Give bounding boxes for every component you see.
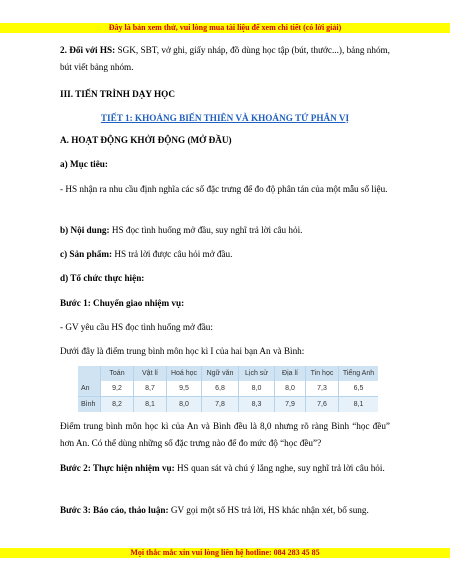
score-table [78, 366, 378, 412]
step2-paragraph [60, 460, 390, 477]
table-header-cell: Vật lí [134, 366, 167, 381]
step2-label: Bước 2: Thực hiện nhiệm vụ: [60, 463, 175, 473]
table-cell: 9,2 [101, 381, 134, 397]
table-header-cell [78, 366, 101, 381]
table-row [78, 381, 378, 397]
table-header-cell: Toán [101, 366, 134, 381]
table-cell: An [78, 381, 101, 397]
step2-text: HS quan sát và chú ý lắng nghe, suy nghĩ trả lời câu hỏi. [174, 463, 385, 473]
students-label: 2. Đối với HS: [60, 45, 116, 55]
students-materials [60, 42, 390, 76]
activity-heading: A. HOẠT ĐỘNG KHỞI ĐỘNG (MỞ ĐẦU) [60, 135, 232, 145]
organize-heading: d) Tổ chức thực hiện: [60, 273, 145, 283]
table-header-cell: Ngữ văn [202, 366, 239, 381]
content-text: HS đọc tình huống mở đầu, suy nghĩ trả lời câu hỏi. [109, 225, 303, 235]
step3-text: GV gọi một số HS trả lời, HS khác nhận xét, bổ sung. [168, 505, 369, 515]
table-cell: 8,0 [239, 381, 275, 397]
table-cell: 6,5 [339, 381, 379, 397]
content-paragraph [60, 222, 390, 239]
product-label: c) Sản phẩm: [60, 249, 113, 259]
table-cell: 7,8 [202, 397, 239, 413]
table-row [78, 397, 378, 413]
table-header-cell: Tiếng Anh [339, 366, 379, 381]
content-label: b) Nội dung: [60, 225, 110, 235]
step1-text: - GV yêu cầu HS đọc tình huống mở đầu: [60, 322, 213, 332]
table-cell: 8,7 [134, 381, 167, 397]
table-cell: 7,9 [275, 397, 306, 413]
preview-banner: Đây là bản xem thử, vui lòng mua tài liệu để xem chi tiết (có lời giải) [0, 23, 450, 33]
step3-paragraph [60, 502, 390, 519]
table-cell: 6,8 [202, 381, 239, 397]
lesson-title: TIẾT 1: KHOẢNG BIẾN THIÊN VÀ KHOẢNG TỨ PHÂN VỊ [100, 113, 350, 123]
table-header-cell: Địa lí [275, 366, 306, 381]
table-cell: 8,1 [339, 397, 379, 413]
table-cell: 7,3 [306, 381, 339, 397]
table-header-cell: Tin học [306, 366, 339, 381]
students-text: SGK, SBT, vở ghi, giấy nháp, đồ dùng học tập (bút, thước...), bảng nhóm, bút viết bảng nhóm. [60, 45, 390, 72]
table-cell: 8,3 [239, 397, 275, 413]
step1-heading: Bước 1: Chuyển giao nhiệm vụ: [60, 298, 185, 308]
table-cell: 8,1 [134, 397, 167, 413]
table-cell: 8,0 [167, 397, 202, 413]
goal-text: - HS nhận ra nhu cầu định nghĩa các số đặc trưng để đo độ phân tán của một mẫu số liệu. [60, 184, 388, 194]
table-cell: Bình [78, 397, 101, 413]
product-paragraph [60, 246, 390, 263]
section-heading: III. TIẾN TRÌNH DẠY HỌC [60, 89, 175, 99]
table-cell: 8,2 [101, 397, 134, 413]
step3-label: Bước 3: Báo cáo, thảo luận: [60, 505, 169, 515]
table-cell: 9,5 [167, 381, 202, 397]
table-header-row [78, 366, 378, 381]
goal-heading: a) Mục tiêu: [60, 159, 108, 169]
table-intro: Dưới đây là điểm trung bình môn học kì I của hai bạn An và Bình: [60, 346, 305, 356]
product-text: HS trả lời được câu hỏi mở đầu. [112, 249, 233, 259]
hotline-banner: Mọi thắc mắc xin vui lòng liên hệ hotline: 084 283 45 85 [0, 548, 450, 558]
table-cell: 7,6 [306, 397, 339, 413]
table-cell: 8,0 [275, 381, 306, 397]
after-table-text: Điểm trung bình môn học kì của An và Bình đều là 8,0 nhưng rõ ràng Bình “học đều” hơn An. Có thể dùng những số đặc trưng nào để đo mức độ “học đều”? [60, 421, 390, 448]
table-header-cell: Lịch sử [239, 366, 275, 381]
table-header-cell: Hoá học [167, 366, 202, 381]
